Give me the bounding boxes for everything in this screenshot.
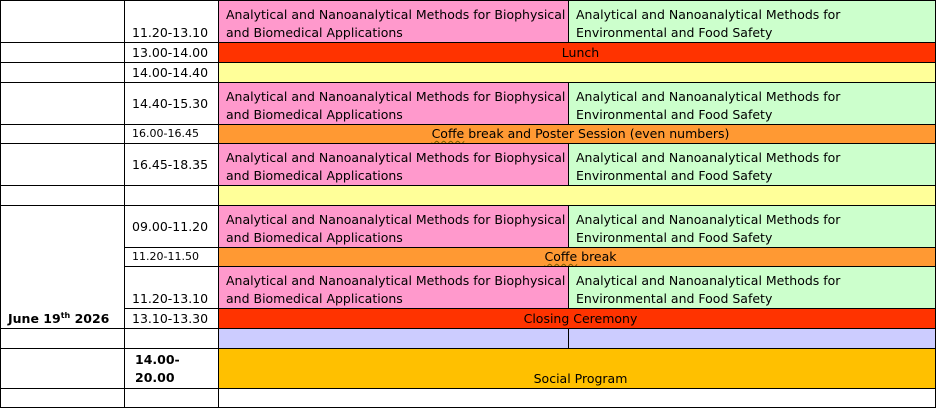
coffee-word: Coffe bbox=[544, 249, 578, 264]
time-cell bbox=[125, 329, 219, 349]
session-biophysical bbox=[219, 144, 569, 186]
date-cell bbox=[1, 206, 125, 329]
spacer-cell bbox=[219, 389, 936, 408]
date-cell bbox=[1, 63, 125, 83]
table-row bbox=[1, 248, 936, 267]
date-cell bbox=[1, 1, 125, 43]
lunch-cell: Lunch bbox=[219, 43, 936, 63]
time-cell: 13.00-14.00 bbox=[125, 43, 219, 63]
time-cell: 14.40-15.30 bbox=[125, 83, 219, 125]
session-label: Analytical and Nanoanalytical Methods for Environmental and Food Safety bbox=[576, 273, 841, 306]
coffee-word: Coffe bbox=[431, 126, 465, 141]
break-cell bbox=[219, 186, 936, 206]
table-row bbox=[1, 329, 936, 349]
date-cell bbox=[1, 186, 125, 206]
table-row bbox=[1, 309, 936, 329]
date-cell bbox=[1, 329, 125, 349]
session-biophysical bbox=[219, 83, 569, 125]
session-label: Analytical and Nanoanalytical Methods for Environmental and Food Safety bbox=[576, 7, 841, 40]
time-cell: 14.00-14.40 bbox=[125, 63, 219, 83]
time-cell: 14.00-20.00 bbox=[125, 349, 219, 389]
table-row bbox=[1, 349, 936, 389]
table-row bbox=[1, 43, 936, 63]
coffee-break-label: break bbox=[577, 249, 617, 264]
coffee-poster-label: break and Poster Session (even numbers) bbox=[464, 126, 730, 141]
session-label: Analytical and Nanoanalytical Methods for Environmental and Food Safety bbox=[576, 150, 841, 183]
time-cell: 16.00-16.45 bbox=[125, 125, 219, 144]
table-row bbox=[1, 389, 936, 408]
table-row bbox=[1, 267, 936, 309]
time-cell bbox=[125, 186, 219, 206]
session-label: Analytical and Nanoanalytical Methods for Biophysical and Biomedical Applications bbox=[226, 150, 566, 183]
time-cell: 16.45-18.35 bbox=[125, 144, 219, 186]
time-cell: 11.20-13.10 bbox=[125, 267, 219, 309]
date-cell bbox=[1, 43, 125, 63]
session-label: Analytical and Nanoanalytical Methods for Biophysical and Biomedical Applications bbox=[226, 273, 566, 306]
session-environmental bbox=[569, 83, 936, 125]
social-program-cell: Social Program bbox=[219, 349, 936, 389]
date-cell bbox=[1, 389, 125, 408]
table-row bbox=[1, 1, 936, 43]
session-biophysical bbox=[219, 206, 569, 248]
session-environmental bbox=[569, 267, 936, 309]
table-row bbox=[1, 144, 936, 186]
date-suffix: th bbox=[60, 310, 71, 320]
session-environmental bbox=[569, 206, 936, 248]
date-cell bbox=[1, 349, 125, 389]
date-cell bbox=[1, 125, 125, 144]
table-row bbox=[1, 206, 936, 248]
session-environmental bbox=[569, 144, 936, 186]
table-row bbox=[1, 83, 936, 125]
time-cell bbox=[125, 389, 219, 408]
session-label: Analytical and Nanoanalytical Methods for Environmental and Food Safety bbox=[576, 212, 841, 245]
session-label: Analytical and Nanoanalytical Methods for Environmental and Food Safety bbox=[576, 89, 841, 122]
date-year: 2026 bbox=[70, 311, 110, 326]
session-environmental bbox=[569, 1, 936, 43]
coffee-break-cell bbox=[219, 248, 936, 267]
session-biophysical bbox=[219, 1, 569, 43]
time-cell: 11.20-13.10 bbox=[125, 1, 219, 43]
table-row bbox=[1, 125, 936, 144]
date-label: June 19 bbox=[8, 311, 61, 326]
closing-ceremony-cell: Closing Ceremony bbox=[219, 309, 936, 329]
time-cell: 11.20-11.50 bbox=[125, 248, 219, 267]
spacer-cell bbox=[219, 329, 569, 349]
table-row bbox=[1, 186, 936, 206]
break-cell bbox=[219, 63, 936, 83]
date-cell bbox=[1, 83, 125, 125]
session-label: Analytical and Nanoanalytical Methods for Biophysical and Biomedical Applications bbox=[226, 212, 566, 245]
coffee-poster-cell bbox=[219, 125, 936, 144]
date-cell bbox=[1, 144, 125, 186]
spacer-cell bbox=[569, 329, 936, 349]
time-cell: 13.10-13.30 bbox=[125, 309, 219, 329]
session-biophysical bbox=[219, 267, 569, 309]
time-cell: 09.00-11.20 bbox=[125, 206, 219, 248]
session-label: Analytical and Nanoanalytical Methods for Biophysical and Biomedical Applications bbox=[226, 89, 566, 122]
table-row bbox=[1, 63, 936, 83]
session-label: Analytical and Nanoanalytical Methods for Biophysical and Biomedical Applications bbox=[226, 7, 566, 40]
